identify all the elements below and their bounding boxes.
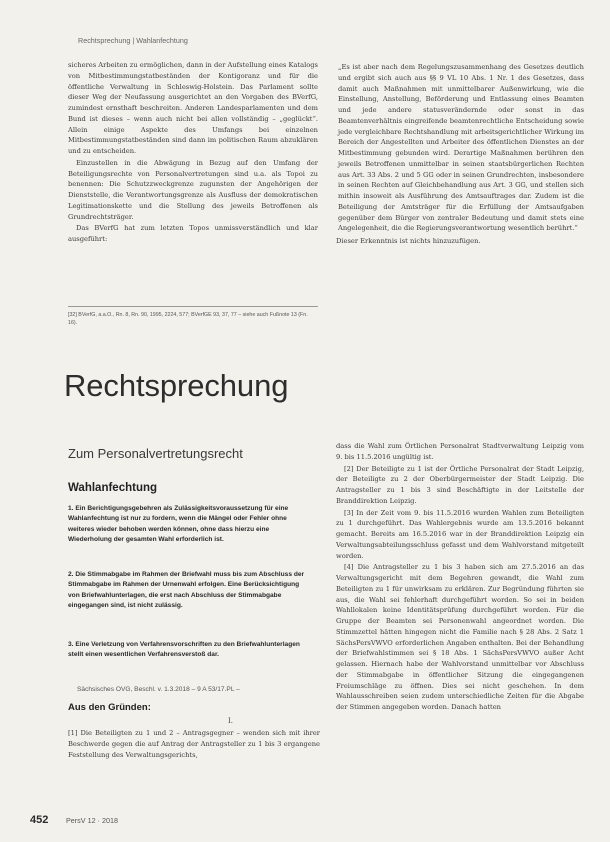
quotation: „Es ist aber nach dem Regelungszusammenhang des Gesetzes deutlich und ergibt sich auch aus §§ 9 VL 10 Abs. 1 Nr. 1 des Gesetzes, dass damit auch Maßnahmen mit unmittelbarer Außenwirkung, wie die Einstellung, Anstellung, Beförderung und Entlassung eines Beamten und jede andere statusverändernde oder sonst in das Beamtenverhältnis eingreifende beamtenrechtliche Entscheidung sowie jede vergleichbare Rechtshandlung mit arbeitsgerichtlicher Wirkung im Bereich der Angestellten und Arbeiter des öffentlichen Dienstes an der Mitbestimmung gebunden wird. Derartige Maßnahmen berühren den jeweils Betroffenen unmittelbar in seinen staatsbürgerlichen Rechten aus Art. 33 Abs. 2 und 5 GG oder in seinen Grundrechten, insbesondere in seinen Rechten auf Gleichbehandlung aus Art. 3 GG, und stellen sich mithin insoweit als Ausführung des Amtsauftrages dar. Zudem ist die Beteiligung der Amtsträger für die Erfüllung der Amtsaufgaben gegenüber dem Bürger von zentraler Bedeutung und damit stets eine Angelegenheit, die die Regierungsverantwortung wesentlich berührt.“ xyxy=(338,63,584,233)
bottom-left-column xyxy=(68,728,320,761)
paragraph: sicheres Arbeiten zu ermöglichen, dann in der Aufstellung eines Katalogs von Mitbestimmungstatbeständen der Kontigoranz und für die öffentliche Verwaltung in Schleswig-Holstein. Das Parlament sollte dieser Weg der Neufassung ausgerichtet an den Vorgaben des BVerfG, zumindest ernsthaft beschreiten. Anderen Landesparlamenten und dem Bund ist dieses – wenn auch nicht bei allen vollständig – „geglückt“. Allein einige Aspekte des Umfangs bei einzelnen Mitbestimmungstatbeständen sind dann im politischen Raum abzuklären und zu entscheiden. xyxy=(68,61,318,155)
leitsatz: 3. Eine Verletzung von Verfahrensvorschriften zu den Briefwahlunterlagen stellt einen wesentlichen Verfahrensverstoß dar. xyxy=(68,641,300,659)
reasons-heading: Aus den Gründen: xyxy=(68,702,151,713)
section-title: Rechtsprechung xyxy=(64,368,289,403)
section-subtitle: Zum Personalvertretungsrecht xyxy=(68,446,243,461)
paragraph: dass die Wahl zum Örtlichen Personalrat Stadtverwaltung Leipzig vom 9. bis 11.5.2016 ungültig ist. xyxy=(336,442,584,461)
paragraph: [1] Die Beteiligten zu 1 und 2 – Antragsgegner – wenden sich mit ihrer Beschwerde gegen die auf Antrag der Antragsteller zu 1 bis 3 ergangene Feststellung des Verwaltungsgerichts, xyxy=(68,729,320,759)
page-number: 452 xyxy=(30,814,49,826)
paragraph: [2] Der Beteiligte zu 1 ist der Örtliche Personalrat der Stadt Leipzig, der Beteiligte zu 2 der Oberbürgermeister der Stadt Leipzig. Die Antragsteller zu 1 bis 3 sind Beschäftigte in der Leitstelle der Branddirektion Leipzig. xyxy=(336,464,584,505)
case-heading: Wahlanfechtung xyxy=(68,482,158,494)
paragraph: [3] In der Zeit vom 9. bis 11.5.2016 wurden Wahlen zum Beteiligten zu 1 durchgeführt. Das Wahlergebnis wurde am 13.5.2016 bekannt gemacht. Bereits am 16.5.2016 war in der Branddirektion Leipzig ein Verwaltungsabteilungsschluss gefasst und dem Wahlvorstand mitgeteilt worden. xyxy=(336,508,584,560)
leitsatz: 1. Ein Berichtigungsgebehren als Zulässigkeitsvoraussetzung für eine Wahlanfechtung ist nur zu fordern, wenn die Mängel oder Fehler ohne weiteres wieder behoben werden können, ohne dass hierzu eine Wiederholung der gesamten Wahl erforderlich ist. xyxy=(68,505,289,544)
running-header: Rechtsprechung | Wahlanfechtung xyxy=(78,36,188,45)
leitsatz: 2. Die Stimmabgabe im Rahmen der Briefwahl muss bis zum Abschluss der Stimmabgabe im Rahmen der Urnenwahl erfolgen. Eine Berücksichtigung von Briefwahlunterlagen, die erst nach Abschluss der Stimmabgabe eingegangen sind, ist nicht zulässig. xyxy=(68,571,305,610)
footnote: [32] BVerfG, a.a.O., Rn. 8, Rn. 90, 1995, 2224, 577; BVerfGE 93, 37, 77 – siehe auch Fußnote 13 (Fn. 16). xyxy=(68,312,308,327)
page-footer xyxy=(0,814,610,828)
top-left-column xyxy=(68,60,318,246)
journal-reference: PersV 12 · 2018 xyxy=(66,816,118,825)
paragraph: Dieser Erkenntnis ist nichts hinzuzufügen. xyxy=(336,237,481,245)
paragraph: Das BVerfG hat zum letzten Topos unmissverständlich und klar ausgeführt: xyxy=(68,224,318,243)
bottom-right-column xyxy=(336,441,584,714)
footnote-divider xyxy=(68,306,318,307)
top-right-column xyxy=(336,62,584,248)
paragraph: [4] Die Antragsteller zu 1 bis 3 haben sich am 27.5.2016 an das Verwaltungsgericht mit dem Begehren gewandt, die Wahl zum Beteiligten zu 1 für unwirksam zu erklären. Zur Begründung führten sie aus, die Wahl sei fehlerhaft durchgeführt worden. So sei in beiden Wahllokalen keine Identitätsprüfung durchgeführt worden. Für die Gruppe der Beamten sei Personenwahl angeordnet worden. Die Stimmzettel hätten hingegen nicht die Familie nach § 28 Abs. 2 Satz 1 SächsPersVWVO erforderlichen Angaben enthalten. Bei der Behandlung der Briefwahlstimmen sei § 18 Abs. 1 SächsPersVWVO außer Acht gelassen. Hiernach habe der Wahlvorstand unmittelbar vor Abschluss der Stimmabgabe in öffentlicher Sitzung die eingegangenen Freiumschläge zu öffnen. Dies sei nicht geschehen. In dem Wahlausschreiben seien zudem unterschiedliche Zeiten für die Abgabe der Stimmen angegeben worden. Danach hatten xyxy=(336,563,584,711)
paragraph: Einzustellen in die Abwägung in Bezug auf den Umfang der Beteiligungsrechte von Personalvertretungen sind u.a. als Topoi zu benennen: Die Schutzzweckgrenze zugunsten der Angehörigen der Dienststelle, die Verantwortungsgrenze als Ausfluss der demokratischen Legitimationskette und die Stellung des jeweils Betroffenen als Grundrechtsträger. xyxy=(68,158,318,221)
roman-numeral: I. xyxy=(228,717,233,725)
court-citation: Sächsisches OVG, Beschl. v. 1.3.2018 – 9 A 53/17.PL – xyxy=(77,686,240,693)
